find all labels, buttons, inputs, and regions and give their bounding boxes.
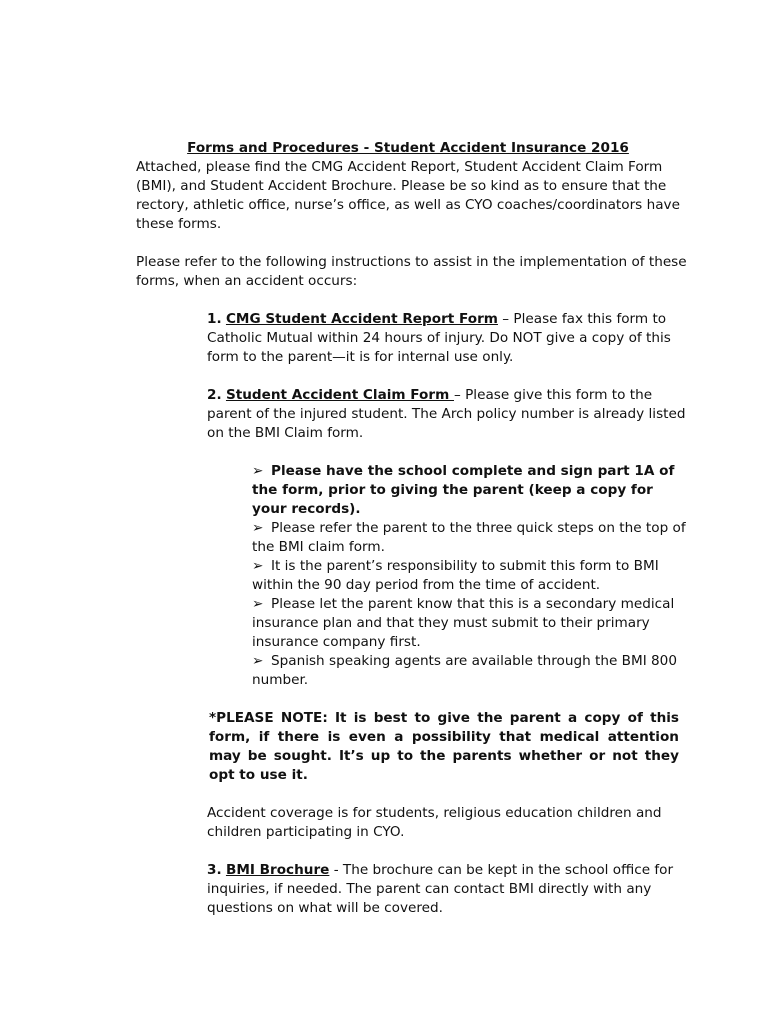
arrow-bullet-icon: ➢: [252, 653, 264, 669]
item-number: 1.: [207, 311, 222, 327]
item-heading: CMG Student Accident Report Form: [225, 311, 498, 327]
item-claim-form: [207, 386, 687, 443]
coverage-paragraph: Accident coverage is for students, religious education children and children participating in CYO.: [207, 805, 662, 840]
list-item: ➢ Spanish speaking agents are available through the BMI 800 number.: [252, 653, 677, 688]
item-cmg-report-form: [207, 310, 687, 367]
item-number: 2.: [207, 387, 222, 403]
arrow-bullet-icon: ➢: [252, 558, 264, 574]
list-item: ➢ Please have the school complete and sign part 1A of the form, prior to giving the parent (keep a copy for your records).: [252, 463, 675, 517]
item-text: - The brochure can be kept in the school office for inquiries, if needed. The parent can contact BMI directly with any questions on what will be covered.: [207, 862, 674, 916]
list-item: ➢ Please refer the parent to the three quick steps on the top of the BMI claim form.: [252, 520, 686, 555]
item-number: 3.: [207, 862, 222, 878]
instructions-intro: Please refer to the following instructions to assist in the implementation of these forms, when an accident occurs:: [136, 254, 687, 289]
intro-paragraph: Attached, please find the CMG Accident Report, Student Accident Claim Form (BMI), and Student Accident Brochure. Please be so kind as to ensure that the rectory, athletic office, nurse’s office, as well as CYO coaches/coordinators have these forms.: [136, 159, 680, 232]
page-title: Forms and Procedures - Student Accident Insurance 2016: [187, 140, 629, 156]
arrow-bullet-icon: ➢: [252, 520, 264, 536]
item-heading: Student Accident Claim Form: [225, 387, 454, 403]
list-item: ➢ Please let the parent know that this is a secondary medical insurance plan and that they must submit to their primary insurance company first.: [252, 596, 675, 650]
list-item: ➢ It is the parent’s responsibility to submit this form to BMI within the 90 day period from the time of accident.: [252, 558, 659, 593]
item-text: – Please give this form to the parent of the injured student. The Arch policy number is already listed on the BMI Claim form.: [207, 387, 686, 441]
claim-form-bullet-list: [252, 462, 692, 690]
item-text: – Please fax this form to Catholic Mutual within 24 hours of injury. Do NOT give a copy of this form to the parent—it is for internal use only.: [207, 311, 671, 365]
please-note-paragraph: *PLEASE NOTE: It is best to give the parent a copy of this form, if there is even a possibility that medical attention may be sought. It’s up to the parents whether or not they opt to use it.: [209, 710, 679, 783]
arrow-bullet-icon: ➢: [252, 596, 264, 612]
item-bmi-brochure: [207, 861, 687, 918]
item-heading: BMI Brochure: [225, 862, 330, 878]
arrow-bullet-icon: ➢: [252, 463, 264, 479]
